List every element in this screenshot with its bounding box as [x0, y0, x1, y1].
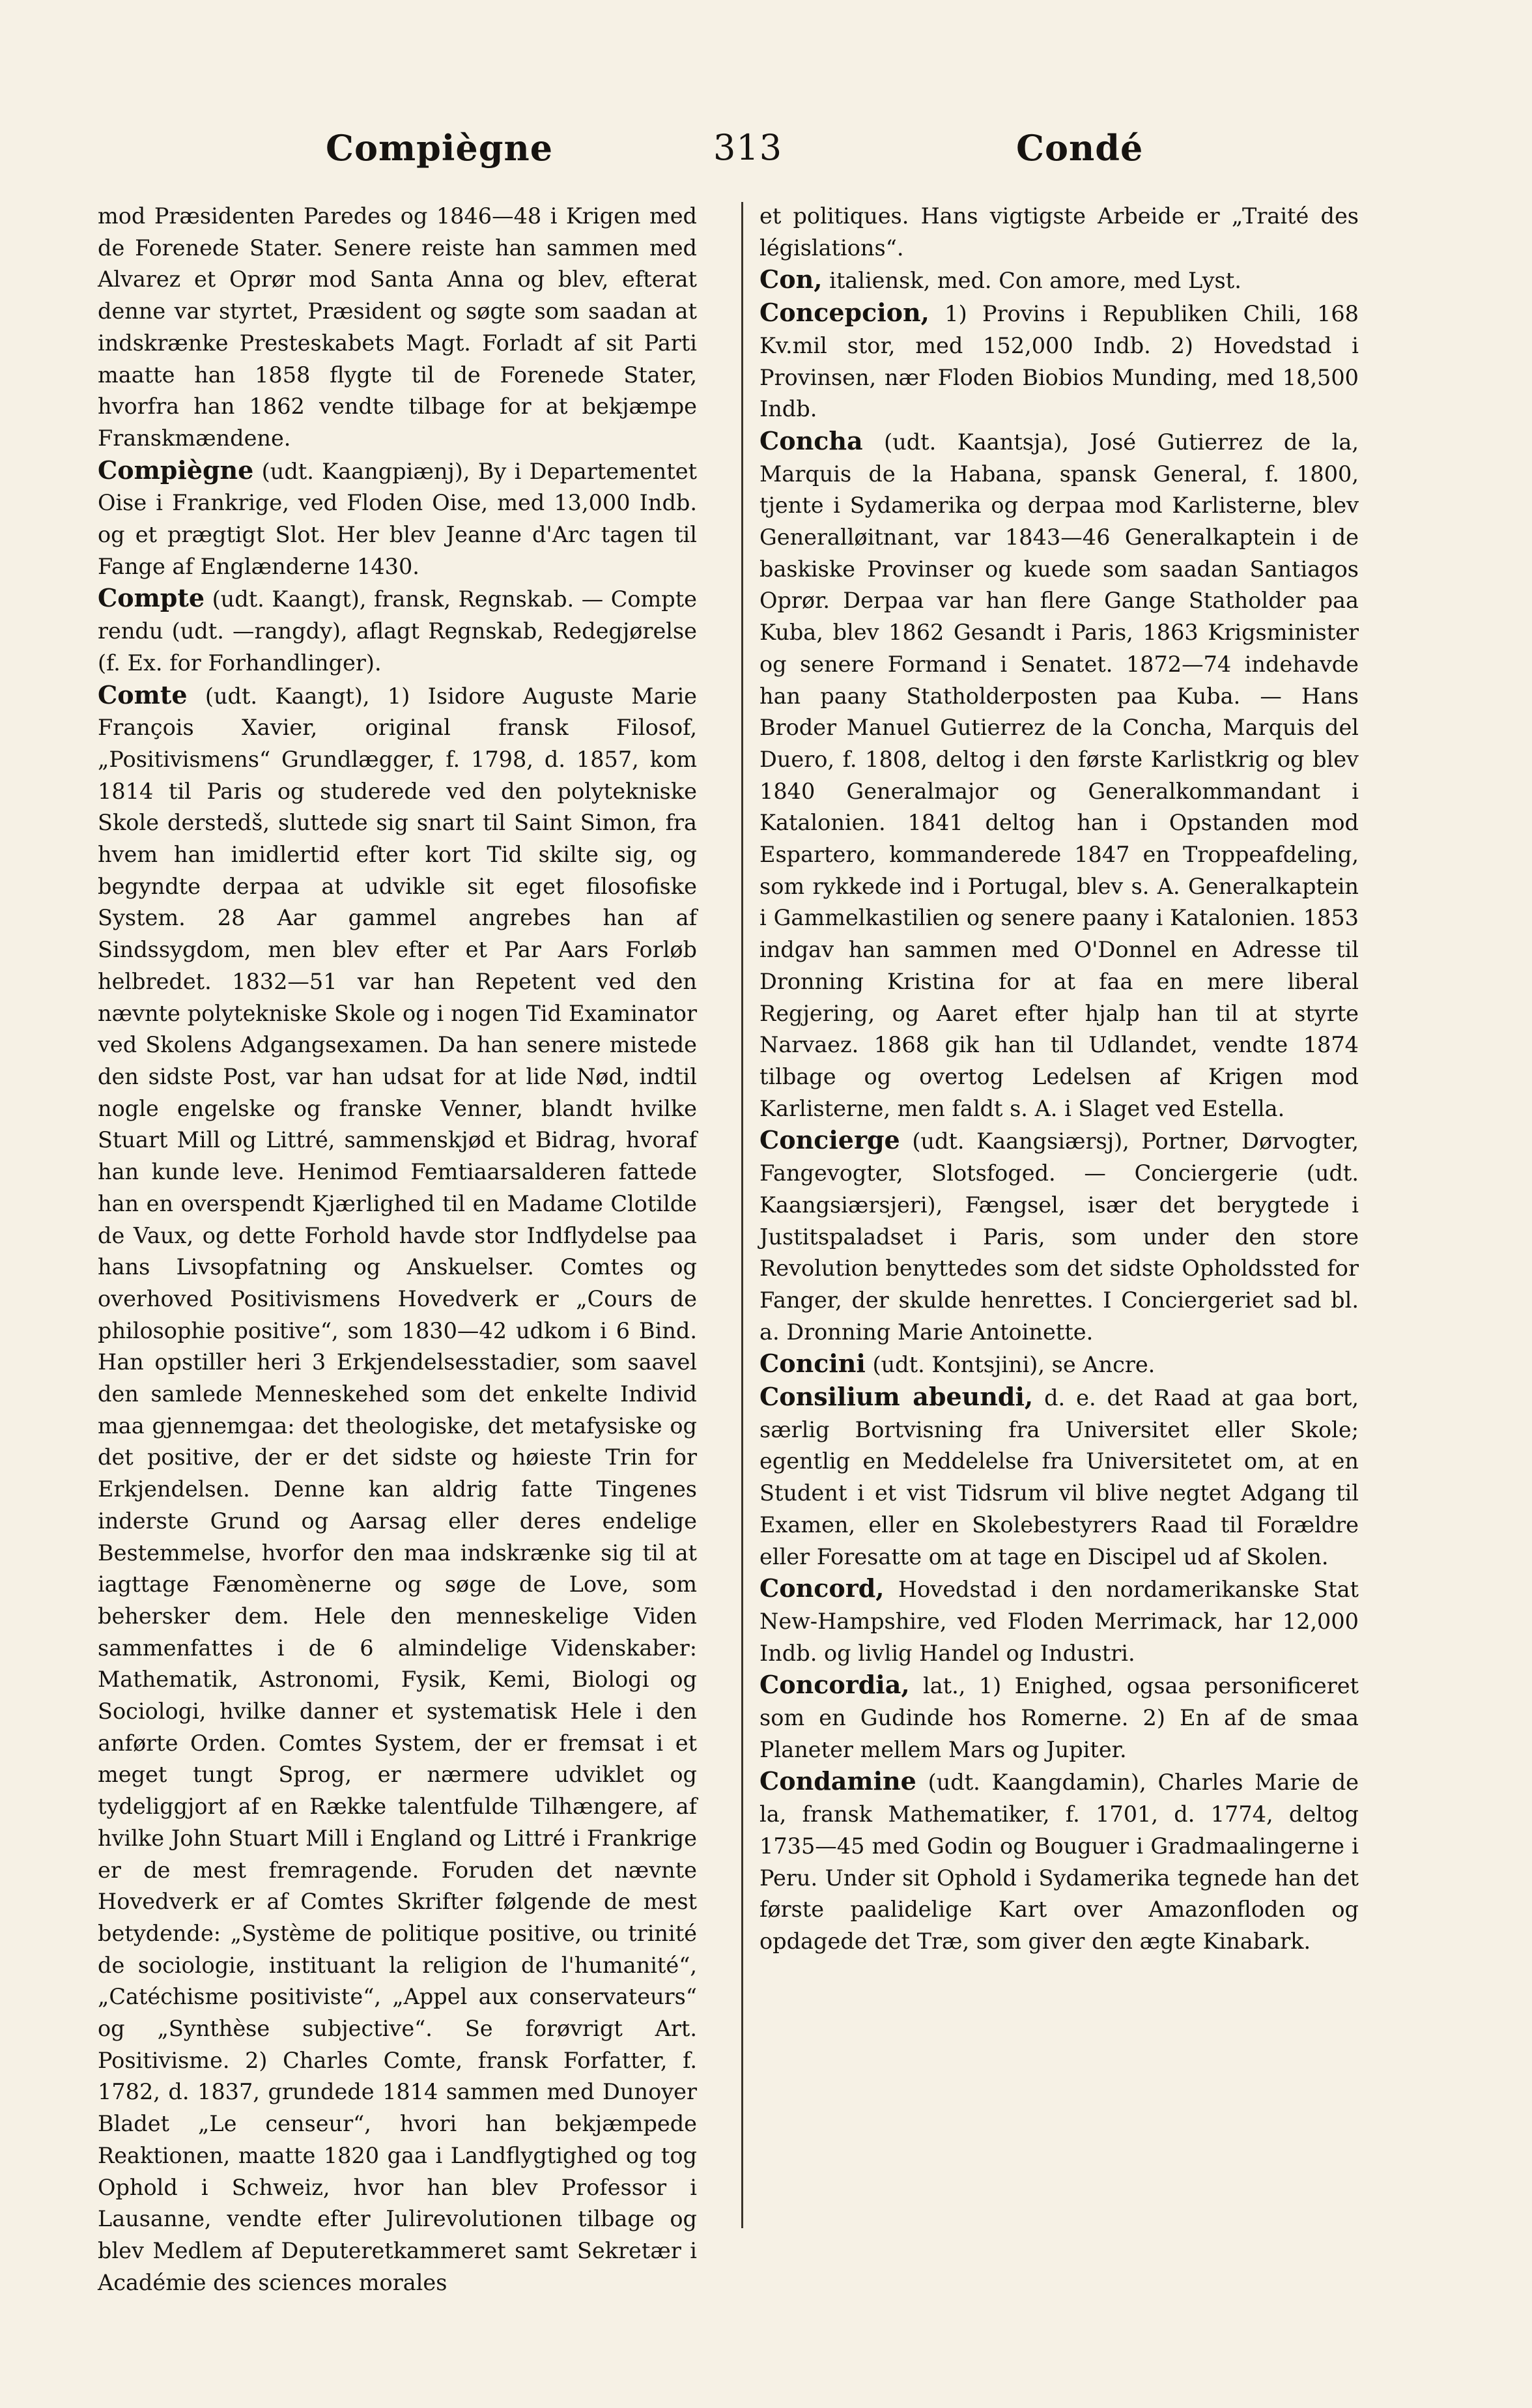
entry — [98, 455, 697, 583]
entry-text: d. e. det Raad at gaa bort, særlig Bortvisning fra Universitet eller Skole; egentlig en Meddelelse fra Universitetet om, at en Student i et vist Tidsrum vil blive negtet Adgang til Examen, eller en Skolebestyrers Raad til Forældre eller Foresatte om at tage en Discipel ud af Skolen. — [759, 1385, 1359, 1570]
entry-text: (udt. Kaantsja), José Gutierrez de la, Marquis de la Habana, spansk General, f. 1800, tjente i Sydamerika og derpaa mod Karlisterne, blev Generalløitnant, var 1843—46 Generalkaptein i de baskiske Provinser og kuede som saadan Santiagos Oprør. Derpaa var han flere Gange Statholder paa Kuba, blev 1862 Gesandt i Paris, 1863 Krigsminister og senere Formand i Senatet. 1872—74 indehavde han paany Statholderposten paa Kuba. — Hans Broder Manuel Gutierrez de la Concha, Marquis del Duero, f. 1808, deltog i den første Karlistkrig og blev 1840 Generalmajor og Generalkommandant i Katalonien. 1841 deltog han i Opstanden mod Espartero, kommanderede 1847 en Troppeafdeling, som rykkede ind i Portugal, blev s. A. Generalkaptein i Gammelkastilien og senere paany i Katalonien. 1853 indgav han sammen med O'Donnel en Adresse til Dronning Kristina for at faa en mere liberal Regjering, og Aaret efter hjalp han til at styrte Narvaez. 1868 gik han til Udlandet, vendte 1874 tilbage og overtog Ledelsen af Krigen mod Karlisterne, men faldt s. A. i Slaget ved Estella. — [759, 429, 1359, 1121]
entry — [98, 680, 697, 2299]
entry-text: (udt. Kaangsiærsj), Portner, Dørvogter, Fangevogter, Slotsfoged. — Conciergerie (udt. Kaangsiærsjeri), Fængsel, især det berygtede i Justitspaladset i Paris, som under den store Revolution benyttedes som det sidste Opholdssted for Fanger, der skulde henrettes. I Conciergeriet sad bl. a. Dronning Marie Antoinette. — [759, 1128, 1359, 1345]
entry-text: (udt. Kaangt), 1) Isidore Auguste Marie François Xavier, original fransk Filosof, „Positivismens“ Grundlægger, f. 1798, d. 1857, kom 1814 til Paris og studerede ved den polytekniske Skole derstedš, sluttede sig snart til Saint Simon, fra hvem han imidlertid efter kort Tid skilte sig, og begyndte derpaa at udvikle sit eget filosofiske System. 28 Aar gammel angrebes han af Sindssygdom, men blev efter et Par Aars Forløb helbredet. 1832—51 var han Repetent ved den nævnte polytekniske Skole og i nogen Tid Examinator ved Skolens Adgangsexamen. Da han senere mistede den sidste Post, var han udsat for at lide Nød, indtil nogle engelske og franske Venner, blandt hvilke Stuart Mill og Littré, sammenskjød et Bidrag, hvoraf han kunde leve. Henimod Femtiaarsalderen fattede han en overspendt Kjærlighed til en Madame Clotilde de Vaux, og dette Forhold havde stor Indflydelse paa hans Livsopfatning og Anskuelser. Comtes og overhoved Positivismens Hovedverk er „Cours de philosophie positive“, som 1830—42 udkom i 6 Bind. Han opstiller heri 3 Erkjendelsesstadier, som saavel den samlede Menneskehed som det enkelte Individ maa gjennemgaa: det theologiske, det metafysiske og det positive, der er det sidste og høieste Trin for Erkjendelsen. Denne kan aldrig fatte Tingenes inderste Grund og Aarsag eller deres endelige Bestemmelse, hvorfor den maa indskrænke sig til at iagttage Fænomènerne og søge de Love, som behersker dem. Hele den menneskelige Viden sammenfattes i de 6 almindelige Videnskaber: Mathematik, Astronomi, Fysik, Kemi, Biologi og Sociologi, hvilke danner et systematisk Hele i den anførte Orden. Comtes System, der er fremsat i et meget tungt Sprog, er nærmere udviklet og tydeliggjort af en Række talentfulde Tilhængere, af hvilke John Stuart Mill i England og Littré i Frankrige er de mest fremragende. Foruden det nævnte Hovedverk er af Comtes Skrifter følgende de mest betydende: „Système de politique positive, ou trinité de sociologie, instituant la religion de l'humanité“, „Catéchisme positiviste“, „Appel aux conservateurs“ og „Synthèse subjective“. Se forøvrigt Art. Positivisme. 2) Charles Comte, fransk Forfatter, f. 1782, d. 1837, grundede 1814 sammen med Dunoyer Bladet „Le censeur“, hvori han bekjæmpede Reaktionen, maatte 1820 gaa i Landflygtighed og tog Ophold i Schweiz, hvor han blev Professor i Lausanne, vendte efter Julirevolutionen tilbage og blev Medlem af Deputeretkammeret samt Sekretær i Académie des sciences morales — [98, 683, 697, 2295]
entry-headword: Compiègne — [98, 455, 254, 485]
running-head-right: Condé — [1016, 127, 1144, 169]
entry — [98, 582, 697, 679]
entry — [759, 425, 1359, 1125]
entry — [759, 1381, 1359, 1573]
entry-headword: Concord, — [759, 1573, 885, 1603]
entry — [759, 201, 1359, 264]
entry-headword: Concha — [759, 425, 863, 455]
entry-text: (udt. Kontsjini), se Ancre. — [872, 1352, 1156, 1378]
entry-text: mod Præsidenten Paredes og 1846—48 i Krigen med de Forenede Stater. Senere reiste han sammen med Alvarez et Oprør mod Santa Anna og blev, efterat denne var styrtet, Præsident og søgte som saadan at indskrænke Presteskabets Magt. Forladt af sit Parti maatte han 1858 flygte til de Forenede Stater, hvorfra han 1862 vendte tilbage for at bekjæmpe Franskmændene. — [98, 203, 697, 451]
entry — [759, 297, 1359, 425]
entry-text: (udt. Kaangt), fransk, Regnskab. — Compte rendu (udt. —rangdy), aflagt Regnskab, Redegjørelse (f. Ex. for Forhandlinger). — [98, 586, 697, 676]
left-column — [98, 201, 697, 2295]
entry-text: lat., 1) Enighed, ogsaa personificeret som en Gudinde hos Romerne. 2) En af de smaa Planeter mellem Mars og Jupiter. — [759, 1673, 1359, 1762]
entry — [759, 264, 1359, 297]
running-head-left: Compiègne — [326, 127, 554, 169]
page-number: 313 — [713, 127, 783, 168]
entry-headword: Concordia, — [759, 1670, 910, 1700]
entry-headword: Concierge — [759, 1125, 900, 1155]
page-header — [130, 127, 1387, 186]
entry-headword: Consilium abeundi, — [759, 1382, 1034, 1412]
entry-text: et politiques. Hans vigtigste Arbeide er „Traité des législations“. — [759, 203, 1359, 261]
entry-headword: Condamine — [759, 1766, 916, 1796]
entry-headword: Concini — [759, 1349, 866, 1379]
column-divider — [741, 202, 743, 2228]
entry-text: italiensk, med. Con amore, med Lyst. — [829, 268, 1241, 294]
entry — [98, 201, 697, 455]
entry — [759, 1669, 1359, 1766]
right-column — [759, 201, 1359, 2233]
entry — [759, 1573, 1359, 1669]
entry — [759, 1125, 1359, 1348]
entry — [759, 1348, 1359, 1381]
entry-headword: Con, — [759, 265, 823, 294]
entry-text: Hovedstad i den nordamerikanske Stat New-Hampshire, ved Floden Merrimack, har 12,000 Indb. og livlig Handel og Industri. — [759, 1577, 1359, 1666]
entry-text: (udt. Kaangpiænj), By i Departementet Oise i Frankrige, ved Floden Oise, med 13,000 Indb. og et prægtigt Slot. Her blev Jeanne d'Arc tagen til Fange af Englænderne 1430. — [98, 458, 697, 579]
entry-headword: Compte — [98, 583, 205, 613]
entry-text: 1) Provins i Republiken Chili, 168 Kv.mil stor, med 152,000 Indb. 2) Hovedstad i Provinsen, nær Floden Biobios Munding, med 18,500 Indb. — [759, 301, 1359, 422]
entry — [759, 1766, 1359, 1957]
entry-headword: Concepcion, — [759, 298, 929, 328]
entry-headword: Comte — [98, 680, 188, 710]
entry-text: (udt. Kaangdamin), Charles Marie de la, fransk Mathematiker, f. 1701, d. 1774, deltog 1735—45 med Godin og Bouguer i Gradmaalingerne i Peru. Under sit Ophold i Sydamerika tegnede han det første paalidelige Kart over Amazonfloden og opdagede det Træ, som giver den ægte Kinabark. — [759, 1770, 1359, 1954]
